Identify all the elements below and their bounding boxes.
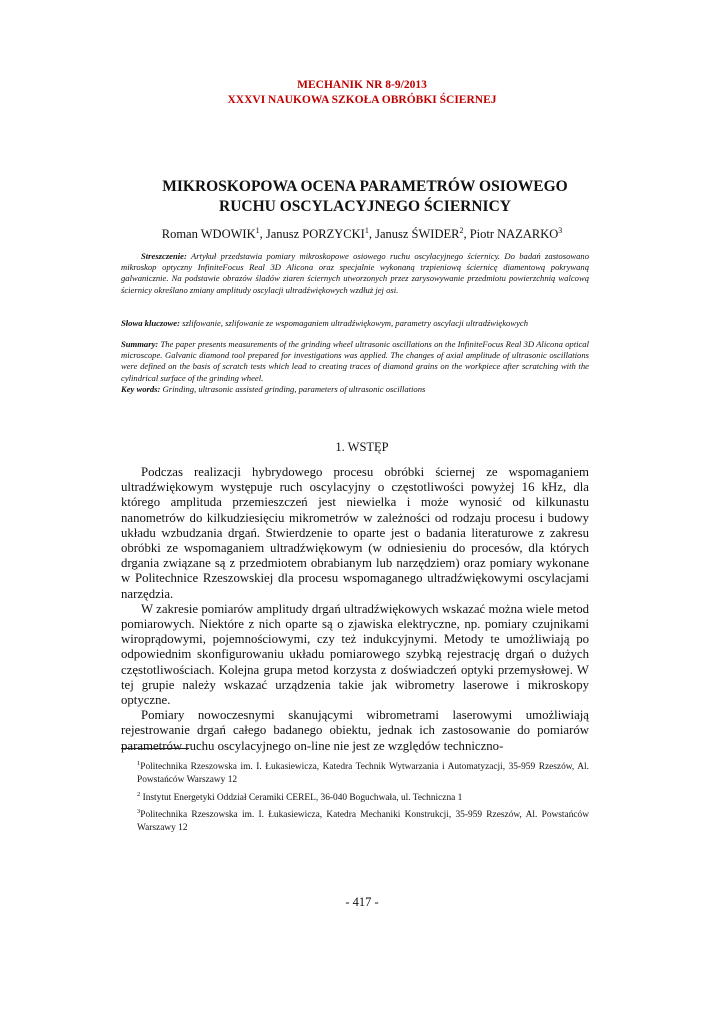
abstract-english <box>121 339 589 384</box>
author: Janusz PORZYCKI$^1$, <box>265 226 376 242</box>
paper-title <box>80 177 650 217</box>
author: Janusz ŚWIDER$^2$, <box>375 226 470 242</box>
keywords-english-text: Grinding, ultrasonic assisted grinding, parameters of ultrasonic oscillations <box>160 384 426 394</box>
abstract-polish <box>121 251 589 296</box>
abstract-polish-text: Artykuł przedstawia pomiary mikroskopowe osiowego ruchu oscylacyjnego ściernicy. Do badań zastosowano mikroskop optyczny InfiniteFocus Real 3D Alicona oraz specjalnie wykonaną trzpieniową ściernicę diamentową pokrywaną galwanicznie. Na podstawie obrazów śladów ziaren ściernych utworzonych przez zarysowywanie przedmiotu powierzchnią walcową ściernicy określano zmiany amplitudy oscylacji ultradźwiękowych wzdłuż jej osi. <box>121 251 589 295</box>
keywords-english-label: Key words: <box>121 384 161 394</box>
keywords-english <box>121 384 589 395</box>
abstract-english-text: The paper presents measurements of the grinding wheel ultrasonic oscillations on the InfiniteFocus Real 3D Alicona optical microscope. Galvanic diamond tool prepared for investigations was applied. The changes of axial amplitude of ultrasonic oscillations were defined on the basis of scratch tests which lead to creating traces of diamond grains on the workpiece after scratching with the cylindrical surface of the grinding wheel. <box>121 339 589 383</box>
abstract-polish-label: Streszczenie: <box>141 251 187 261</box>
footnote: $^2$ Instytut Energetyki Oddział Ceramiki CEREL, 36-040 Boguchwała, ul. Techniczna 1 <box>137 790 463 803</box>
section-heading: 1. WSTĘP <box>335 440 389 454</box>
author-list <box>0 226 724 242</box>
footnote-separator <box>121 748 189 749</box>
title-line-2: RUCHU OSCYLACYJNEGO ŚCIERNICY <box>219 198 511 215</box>
footnote: $^3$Politechnika Rzeszowska im. I. Łukasiewicza, Katedra Mechaniki Konstrukcji, 35-959 Rzeszów, Al. Powstańców Warszawy 12 <box>137 807 589 834</box>
abstract-english-label: Summary: <box>121 339 159 349</box>
journal-issue: MECHANIK NR 8-9/2013 <box>297 79 427 91</box>
page-number: - 417 - <box>345 895 379 909</box>
paragraph: W zakresie pomiarów amplitudy drgań ultradźwiękowych wskazać można wiele metod pomiarowych. Niektóre z nich oparte są o zjawiska elektryczne, np. pomiary czujnikami wiroprądowymi, pojemnościowymi, czy też indukcyjnymi. Metody te umożliwiają po odpowiednim skonfigurowaniu układu pomiarowego szybką rejestrację drgań o dużych częstotliwościach. Kolejna grupa metod korzysta z doświadczeń optyki przemysłowej. W tej grupie należy wskazać urządzenia takie jak wibrometry laserowe i mikroskopy optyczne. <box>121 601 589 708</box>
paragraph: Pomiary nowoczesnymi skanującymi wibrometrami laserowymi umożliwiają rejestrowanie drgań całego badanego obiektu, jednak ich zastosowanie do pomiarów parametrów ruchu oscylacyjnego on-line nie jest ze względów techniczno- <box>121 708 589 753</box>
author: Roman WDOWIK$^1$, <box>161 226 266 242</box>
author: Piotr NAZARKO$^3$ <box>469 226 563 242</box>
keywords-polish-text: szlifowanie, szlifowanie ze wspomaganiem ultradźwiękowym, parametry oscylacji ultradźwiękowych <box>179 318 528 328</box>
paragraph: Podczas realizacji hybrydowego procesu obróbki ściernej ze wspomaganiem ultradźwiękowym występuje ruch oscylacyjny o częstotliwości powyżej 16 kHz, dla którego amplituda przemieszczeń jest niewielka i może wynosić od kilkunastu nanometrów do kilkudziesięciu mikrometrów w zależności od rodzaju procesu i budowy układu wzbudzania drgań. Stwierdzenie to oparte jest o badania literaturowe z zakresu obróbki ze wspomaganiem ultradźwiękowym (w odniesieniu do procesów, dla których drgania związane są z przedmiotem obrabianym lub narzędziem) oraz pomiary wykonane w Politechnice Rzeszowskiej dla procesu wspomaganego ultradźwiękowymi oscylacjami narzędzia. <box>121 465 589 601</box>
footnote: $^1$Politechnika Rzeszowska im. I. Łukasiewicza, Katedra Technik Wytwarzania i Automatyzacji, 35-959 Rzeszów, Al. Powstańców Warszawy 12 <box>137 760 589 786</box>
keywords-polish <box>121 318 589 329</box>
title-line-1: MIKROSKOPOWA OCENA PARAMETRÓW OSIOWEGO <box>162 178 568 195</box>
journal-header <box>0 78 724 108</box>
keywords-polish-label: Słowa kluczowe: <box>121 318 180 328</box>
body-text <box>121 465 589 754</box>
footnotes <box>121 757 589 835</box>
journal-event: XXXVI NAUKOWA SZKOŁA OBRÓBKI ŚCIERNEJ <box>227 94 497 106</box>
